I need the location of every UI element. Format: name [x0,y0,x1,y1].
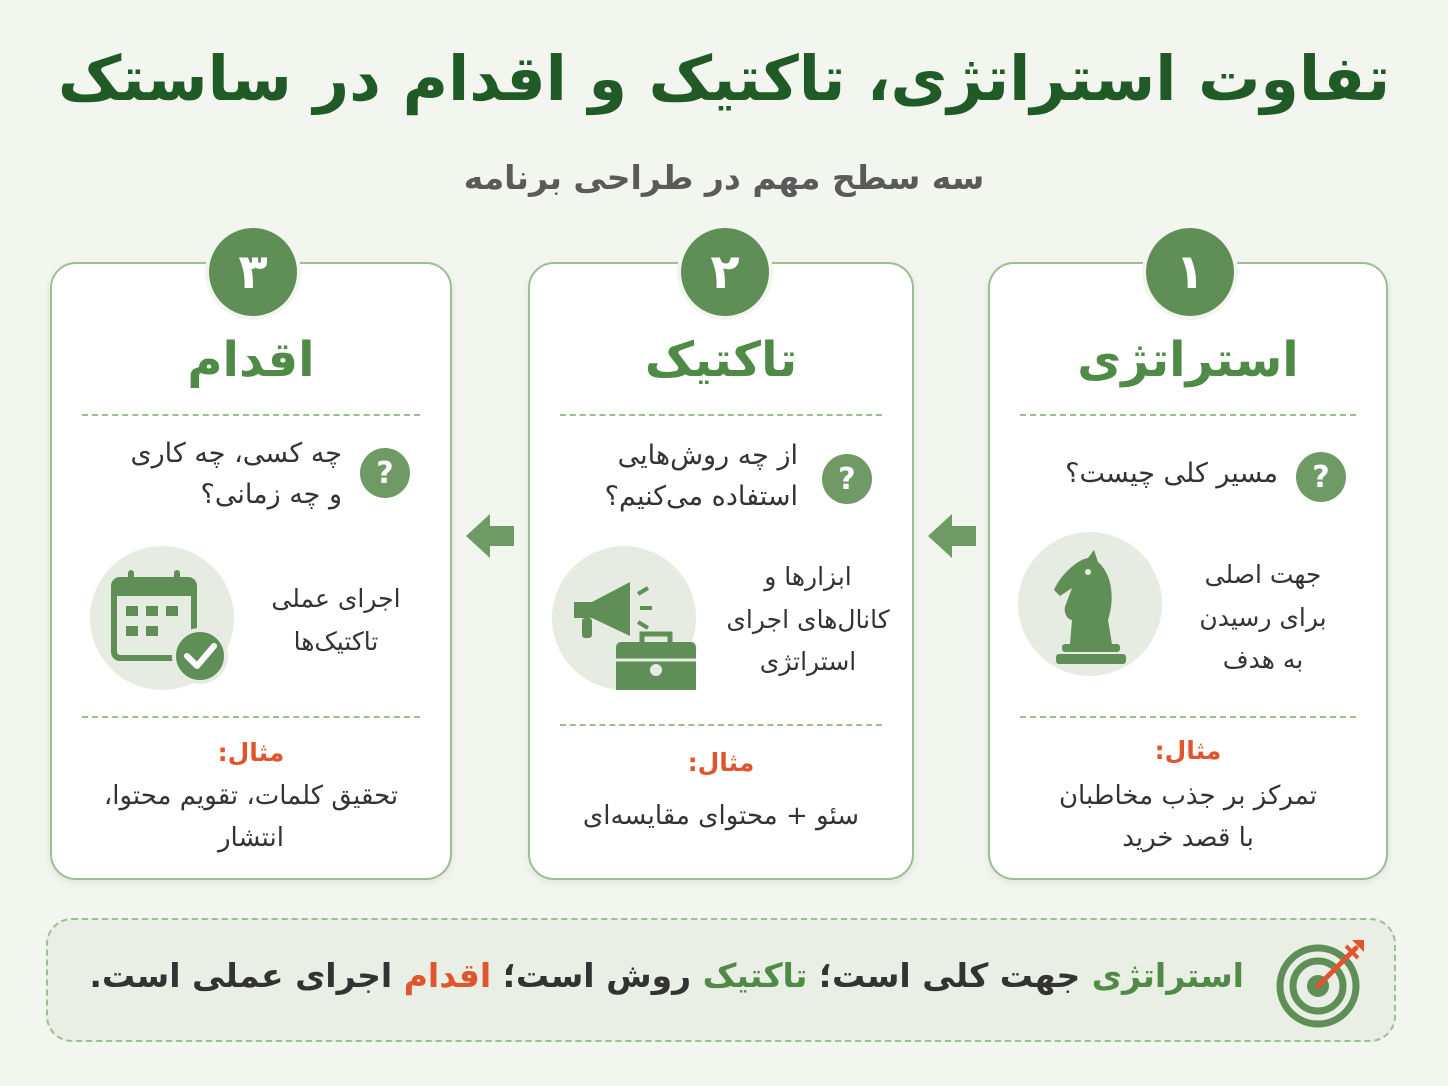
step-number-badge: ۱ [1142,224,1238,320]
divider [560,414,882,416]
card-question: مسیر کلی چیست؟ [1065,458,1278,489]
divider [1020,716,1356,718]
card-action [50,244,452,880]
question-icon: ? [1296,452,1346,502]
step-number-badge: ۳ [205,224,301,320]
card-title: اقدام [187,332,315,388]
example-label: مثال: [687,748,755,777]
question-icon: ? [360,448,410,498]
example-text: تمرکز بر جذب مخاطبان با قصد خرید [1058,781,1318,853]
divider [82,414,420,416]
target-icon [1274,934,1370,1030]
card-title: استراتژی [1077,332,1299,388]
arrow-left-icon [462,508,518,564]
divider [560,724,882,726]
divider [82,716,420,718]
divider [1020,414,1356,416]
arrow-left-icon [924,508,980,564]
card-description: اجرای عملی تاکتیک‌ها [271,584,401,656]
chess-knight-icon [1018,532,1162,676]
step-number-badge: ۲ [677,224,773,320]
question-icon: ? [822,454,872,504]
card-tactic [528,244,914,880]
card-description: ابزارها و کانال‌های اجرای استراتژی [726,562,890,676]
page-title: تفاوت استراتژی، تاکتیک و اقدام در ساستک [57,42,1391,115]
summary-text: استراتژی جهت کلی است؛ تاکتیک روش است؛ اقدام اجرای عملی است. [89,956,1244,995]
card-description: جهت اصلی برای رسیدن به هدف [1199,560,1327,674]
example-label: مثال: [1154,736,1222,765]
example-text: تحقیق کلمات، تقویم محتوا، انتشار [103,781,399,853]
page-subtitle: سه سطح مهم در طراحی برنامه [463,158,985,197]
card-title: تاکتیک [644,332,798,388]
card-question: از چه روش‌هایی استفاده می‌کنیم؟ [604,440,798,512]
example-text: سئو + محتوای مقایسه‌ای [582,801,860,831]
summary-box [46,918,1396,1042]
megaphone-toolbox-icon [552,546,696,690]
calendar-check-icon [90,546,234,690]
card-strategy [988,244,1388,880]
card-question: چه کسی، چه کاری و چه زمانی؟ [130,438,342,510]
example-label: مثال: [217,738,285,767]
